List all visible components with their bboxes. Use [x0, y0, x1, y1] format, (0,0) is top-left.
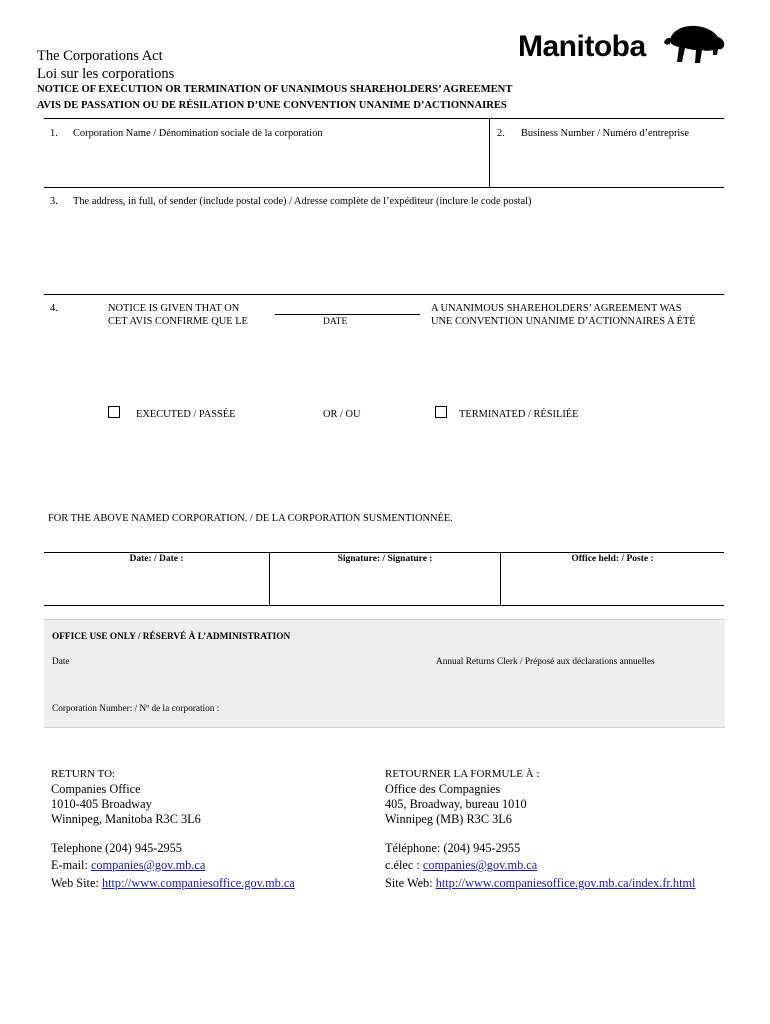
executed-checkbox[interactable] [108, 406, 120, 418]
signature-header: Signature: / Signature : [337, 554, 433, 564]
manitoba-logo [518, 22, 728, 70]
office-date-label: Date [52, 657, 70, 667]
act-title-en: The Corporations Act [37, 48, 163, 64]
act-title-fr: Loi sur les corporations [37, 66, 175, 82]
email-label-en: E-mail: [51, 858, 91, 872]
phone-en: Telephone (204) 945-2955 [51, 841, 182, 855]
business-number-field[interactable] [490, 140, 724, 186]
notice-given-fr: CET AVIS CONFIRME QUE LE [108, 316, 248, 327]
date-caption: DATE [323, 317, 348, 327]
form-title-fr: AVIS DE PASSATION OU DE RÉSILATION D’UNE CONVENTION UNANIME D’ACTIONNAIRES [37, 100, 507, 111]
web-row-en [51, 876, 295, 891]
return-line2-fr: 405, Broadway, bureau 1010 [385, 797, 527, 811]
corporation-name-field[interactable] [44, 140, 488, 186]
form-title-en: NOTICE OF EXECUTION OR TERMINATION OF UNANIMOUS SHAREHOLDERS’ AGREEMENT [37, 84, 513, 95]
date-line[interactable] [275, 314, 420, 315]
return-line1-en: Companies Office [51, 782, 141, 796]
return-heading-fr: RETOURNER LA FORMULE À : [385, 768, 540, 780]
office-use-title: OFFICE USE ONLY / RÉSERVÉ À L’ADMINISTRATION [52, 632, 291, 642]
web-link-en[interactable]: http://www.companiesoffice.gov.mb.ca [101, 876, 295, 890]
or-label: OR / OU [323, 409, 361, 420]
sender-address-field[interactable] [44, 210, 724, 292]
rule-signature-top [44, 552, 724, 553]
agreement-fr: UNE CONVENTION UNANIME D’ACTIONNAIRES A ÉTÉ [431, 316, 696, 327]
signature-field[interactable] [270, 568, 500, 604]
executed-label: EXECUTED / PASSÉE [136, 409, 236, 420]
email-link-en[interactable]: companies@gov.mb.ca [90, 858, 206, 872]
web-link-fr[interactable]: http://www.companiesoffice.gov.mb.ca/index.fr.html [435, 876, 696, 890]
returns-clerk-label: Annual Returns Clerk / Préposé aux déclarations annuelles [436, 657, 655, 667]
sender-address-label: The address, in full, of sender (include postal code) / Adresse complète de l’expéditeur (inclure le code postal) [73, 196, 532, 207]
business-number-label: Business Number / Numéro d’entreprise [521, 128, 689, 139]
return-line3-en: Winnipeg, Manitoba R3C 3L6 [51, 812, 201, 826]
agreement-en: A UNANIMOUS SHAREHOLDERS’ AGREEMENT WAS [431, 303, 682, 314]
rule-top [44, 118, 724, 119]
rule-section4 [44, 294, 724, 295]
rule-signature-bottom [44, 605, 724, 606]
return-line2-en: 1010-405 Broadway [51, 797, 152, 811]
web-label-en: Web Site: [51, 876, 102, 890]
return-line3-fr: Winnipeg (MB) R3C 3L6 [385, 812, 512, 826]
web-row-fr [385, 876, 695, 891]
office-held-field[interactable] [501, 568, 724, 604]
notice-given-en: NOTICE IS GIVEN THAT ON [108, 303, 240, 314]
bison-icon [662, 22, 726, 66]
office-use-panel [44, 619, 725, 728]
return-line1-fr: Office des Compagnies [385, 782, 501, 796]
email-link-fr[interactable]: companies@gov.mb.ca [422, 858, 538, 872]
terminated-checkbox[interactable] [435, 406, 447, 418]
field1-number: 1. [50, 128, 58, 139]
office-held-header: Office held: / Poste : [571, 554, 654, 564]
corporation-number-label: Corporation Number: / Nº de la corporation : [52, 704, 220, 714]
phone-fr: Téléphone: (204) 945-2955 [385, 841, 521, 855]
above-corporation-text: FOR THE ABOVE NAMED CORPORATION. / DE LA CORPORATION SUSMENTIONNÉE. [48, 513, 453, 524]
return-heading-en: RETURN TO: [51, 768, 116, 780]
logo-wordmark: Manitoba [518, 30, 646, 63]
signature-date-field[interactable] [44, 568, 269, 604]
email-label-fr: c.élec : [385, 858, 423, 872]
field2-number: 2. [497, 128, 505, 139]
field3-number: 3. [50, 196, 58, 207]
terminated-label: TERMINATED / RÉSILIÉE [459, 409, 579, 420]
field4-number: 4. [50, 303, 58, 314]
signature-date-header: Date: / Date : [129, 554, 184, 564]
email-row-en [51, 858, 205, 873]
corporation-name-label: Corporation Name / Dénomination sociale de la corporation [73, 128, 323, 139]
web-label-fr: Site Web: [385, 876, 436, 890]
rule-section3 [44, 187, 724, 188]
email-row-fr [385, 858, 537, 873]
